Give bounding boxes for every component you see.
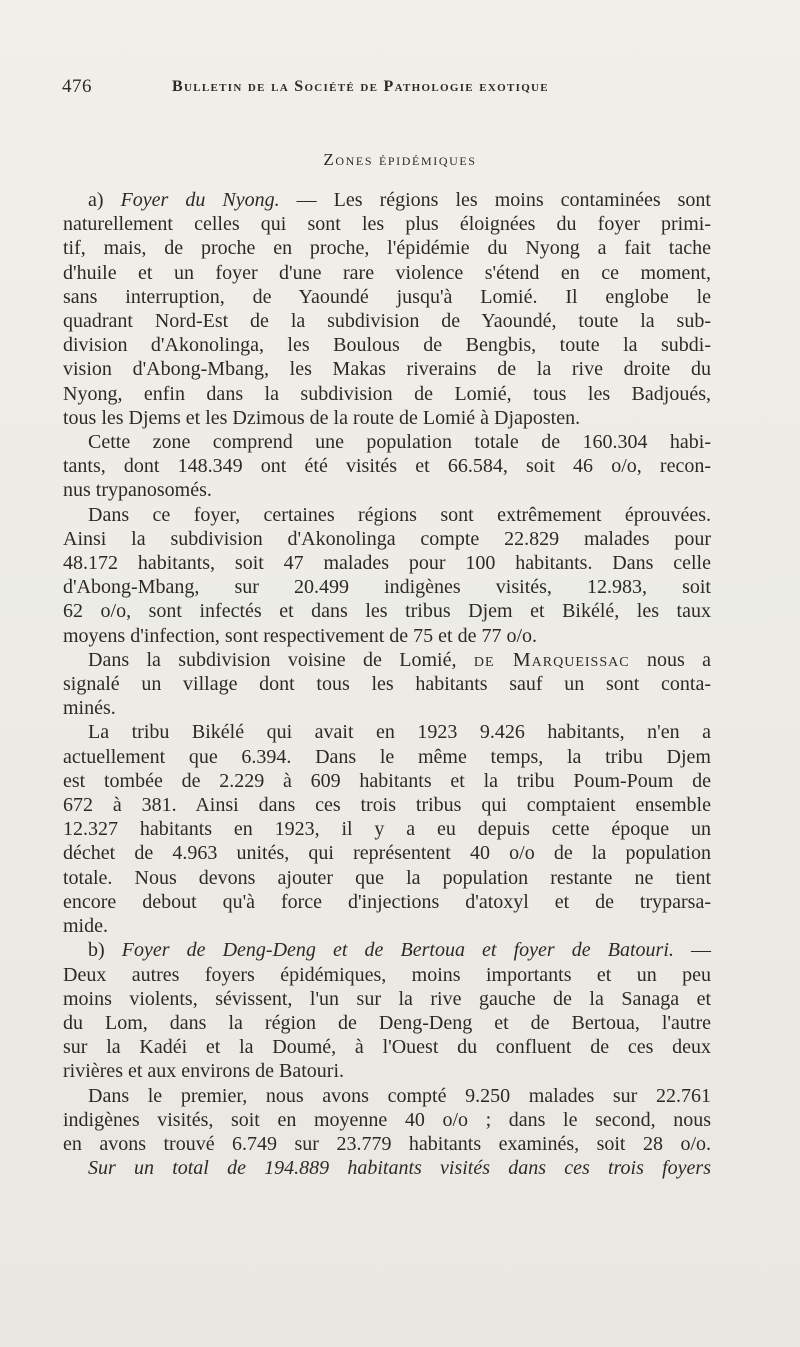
text-run: 62 o/o, sont infectés et dans les tribus Djem et Bikélé, les taux [63, 600, 711, 623]
text-run: indigènes visités, soit en moyenne 40 o/o ; dans le second, nous [63, 1108, 711, 1131]
text-line [63, 720, 711, 744]
text-line [63, 430, 711, 454]
text-run: est tombée de 2.229 à 609 habitants et la tribu Poum-Poum de [63, 769, 711, 792]
page-number: 476 [62, 76, 92, 97]
text-line [63, 236, 711, 260]
section-title: Zones épidémiques [323, 150, 477, 169]
text-run: tous les Djems et les Dzimous de la route de Lomié à Djaposten. [63, 406, 581, 429]
text-line [63, 503, 711, 527]
text-run: mide. [63, 915, 108, 938]
text-line [63, 357, 711, 381]
text-run: b) [88, 939, 122, 962]
text-run: rivières et aux environs de Batouri. [63, 1060, 345, 1083]
text-line [63, 987, 711, 1011]
text-line [63, 890, 711, 914]
text-run: Dans ce foyer, certaines régions sont extrêmement éprouvées. [88, 503, 711, 526]
body-text [63, 188, 711, 1180]
small-caps-text: de Marqueissac [473, 648, 630, 671]
text-run: Ainsi la subdivision d'Akonolinga compte 22.829 malades pour [63, 527, 711, 550]
text-line [63, 454, 711, 478]
text-line [63, 599, 711, 623]
text-run: — Les régions les moins contaminées sont [279, 189, 711, 211]
text-line [63, 309, 711, 333]
text-line [63, 938, 711, 962]
text-run: nus trypanosomés. [63, 479, 212, 502]
text-line [63, 1084, 711, 1108]
text-line [63, 406, 711, 430]
text-run: vision d'Abong-Mbang, les Makas riverains de la rive droite du [63, 358, 711, 381]
text-line [63, 478, 711, 502]
text-line [63, 1108, 711, 1132]
text-run: tif, mais, de proche en proche, l'épidémie du Nyong a fait tache [63, 237, 711, 260]
text-run: quadrant Nord-Est de la subdivision de Yaoundé, toute la sub- [63, 310, 711, 333]
text-run: moins violents, sévissent, l'un sur la rive gauche de la Sanaga et [63, 987, 711, 1010]
text-run: Nyong, enfin dans la subdivision de Lomié, tous les Badjoués, [63, 382, 711, 405]
text-run: nous a [629, 648, 711, 671]
text-line [63, 648, 711, 672]
text-run: actuellement que 6.394. Dans le même temps, la tribu Djem [63, 745, 711, 768]
running-title: Bulletin de la Société de Pathologie exotique [172, 78, 549, 95]
text-line [63, 817, 711, 841]
italic-text: Foyer du Nyong. [120, 189, 280, 211]
text-line [63, 575, 711, 599]
text-line [63, 1035, 711, 1059]
text-run: sans interruption, de Yaoundé jusqu'à Lomié. Il englobe le [63, 285, 711, 308]
text-run: 672 à 381. Ainsi dans ces trois tribus qui comptaient ensemble [63, 794, 711, 817]
text-run: — [673, 939, 711, 962]
text-line [63, 1011, 711, 1035]
text-run: totale. Nous devons ajouter que la population restante ne tient [63, 866, 711, 889]
text-line [63, 527, 711, 551]
text-run: tants, dont 148.349 ont été visités et 66.584, soit 46 o/o, recon- [63, 455, 711, 478]
text-line [63, 624, 711, 648]
text-run: du Lom, dans la région de Deng-Deng et de Bertoua, l'autre [63, 1011, 711, 1034]
text-line [63, 551, 711, 575]
text-run: déchet de 4.963 unités, qui représentent 40 o/o de la population [63, 842, 711, 865]
text-run: d'Abong-Mbang, sur 20.499 indigènes visités, 12.983, soit [63, 576, 711, 599]
text-line [63, 212, 711, 236]
text-line [63, 841, 711, 865]
text-line [63, 745, 711, 769]
italic-text: Sur un total de 194.889 habitants visités dans ces trois foyers [88, 1157, 711, 1180]
text-run: a) [88, 189, 121, 211]
text-line [63, 866, 711, 890]
text-line [63, 1132, 711, 1156]
text-run: Cette zone comprend une population totale de 160.304 habi- [88, 431, 711, 454]
page-header [62, 76, 712, 102]
text-line [63, 1059, 711, 1083]
text-run: La tribu Bikélé qui avait en 1923 9.426 habitants, n'en a [88, 721, 711, 744]
text-run: 48.172 habitants, soit 47 malades pour 100 habitants. Dans celle [63, 552, 711, 575]
text-run: encore debout qu'à force d'injections d'atoxyl et de tryparsa- [63, 890, 711, 913]
italic-text: Foyer de Deng-Deng et de Bertoua et foyer de Batouri. [121, 939, 674, 962]
text-line [63, 261, 711, 285]
text-run: sur la Kadéi et la Doumé, à l'Ouest du confluent de ces deux [63, 1036, 711, 1059]
text-run: moyens d'infection, sont respectivement de 75 et de 77 o/o. [63, 624, 538, 647]
text-line [63, 333, 711, 357]
text-line [63, 672, 711, 696]
text-run: signalé un village dont tous les habitants sauf un sont conta- [63, 673, 711, 696]
text-run: d'huile et un foyer d'une rare violence s'étend en ce moment, [63, 261, 711, 284]
text-line [63, 914, 711, 938]
text-run: division d'Akonolinga, les Boulous de Bengbis, toute la subdi- [63, 334, 711, 357]
text-line [63, 696, 711, 720]
text-run: minés. [63, 697, 116, 720]
text-run: Dans le premier, nous avons compté 9.250 malades sur 22.761 [88, 1084, 711, 1107]
text-run: Deux autres foyers épidémiques, moins importants et un peu [63, 963, 711, 986]
text-line [63, 382, 711, 406]
text-run: 12.327 habitants en 1923, il y a eu depuis cette époque un [63, 818, 711, 841]
text-run: naturellement celles qui sont les plus éloignées du foyer primi- [63, 213, 711, 236]
text-run: en avons trouvé 6.749 sur 23.779 habitants examinés, soit 28 o/o. [63, 1132, 711, 1155]
text-line [63, 793, 711, 817]
text-line [63, 188, 711, 212]
text-line [63, 769, 711, 793]
text-line [63, 285, 711, 309]
text-line [63, 1156, 711, 1180]
text-run: Dans la subdivision voisine de Lomié, [88, 648, 474, 671]
text-line [63, 963, 711, 987]
